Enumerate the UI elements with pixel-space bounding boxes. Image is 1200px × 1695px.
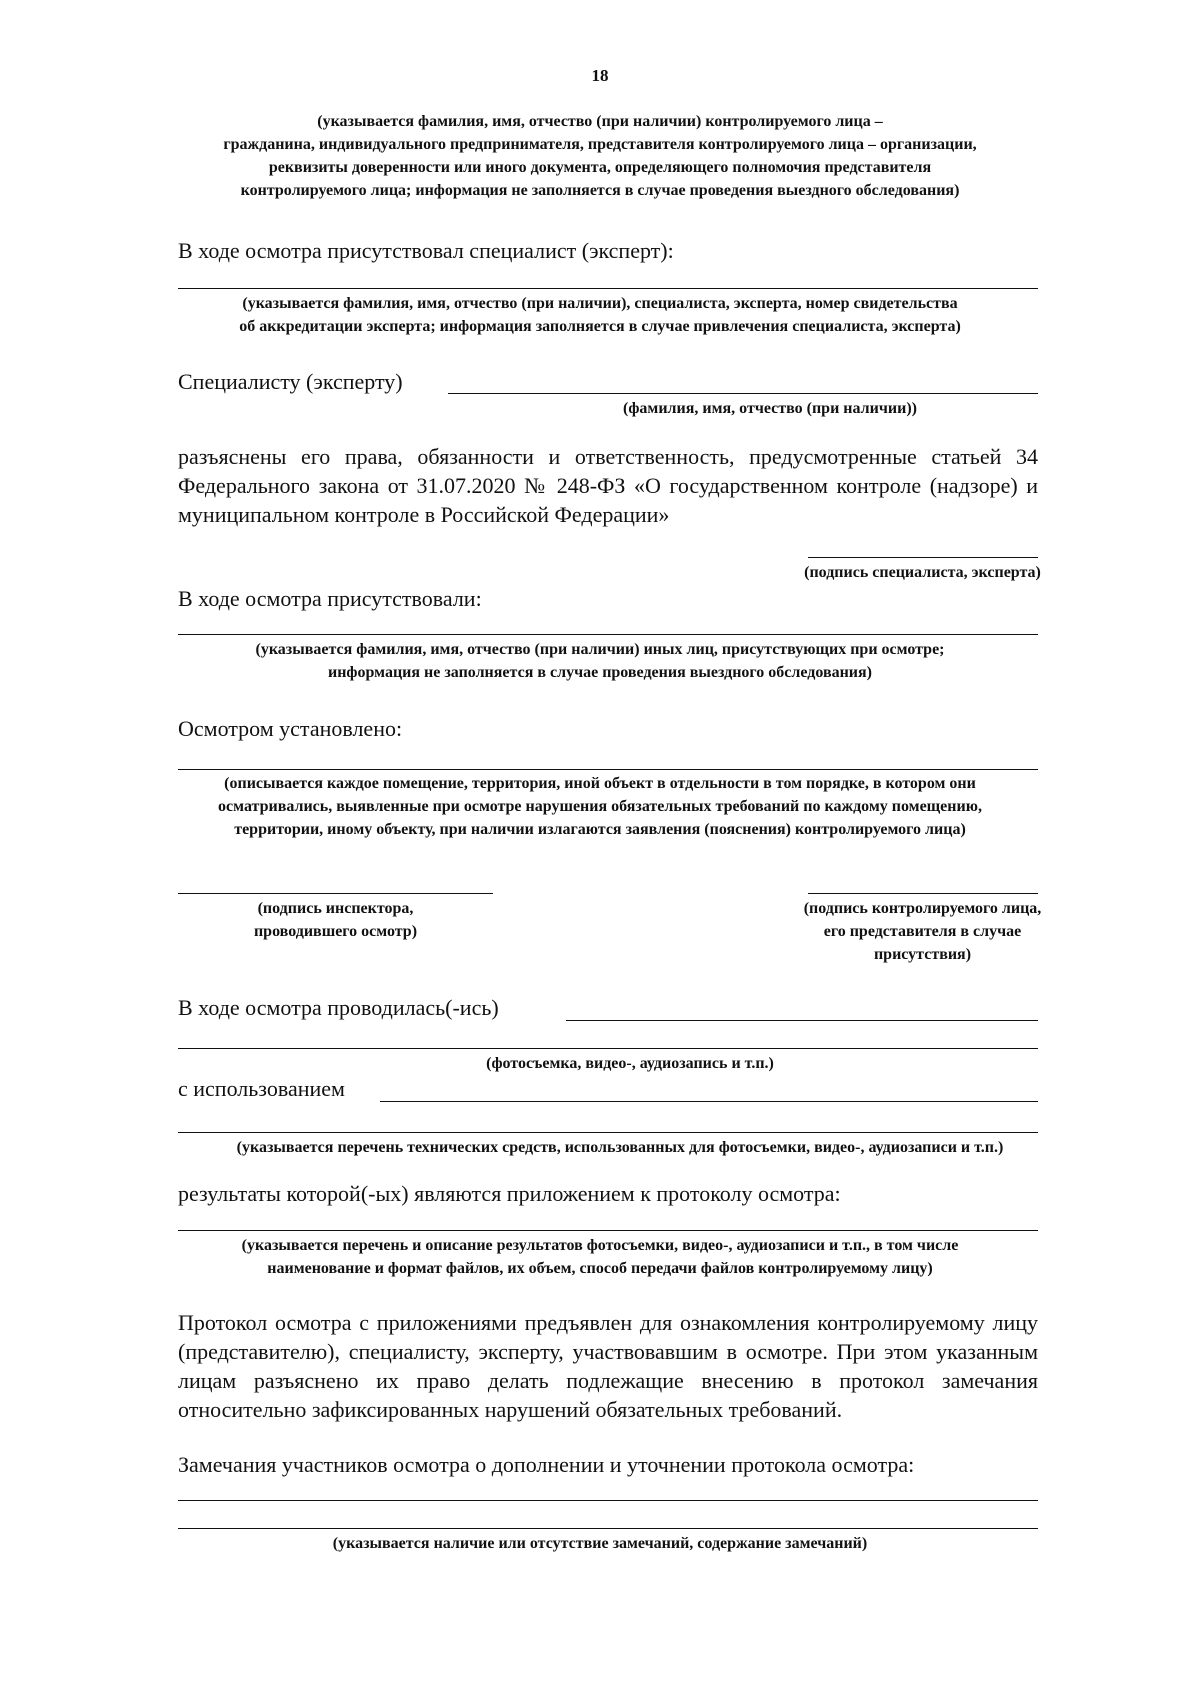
note-controlled-person	[160, 110, 1040, 202]
note-conducted: (фотосъемка, видео-, аудиозапись и т.п.)	[486, 1055, 774, 1072]
note-expert-signature: (подпись специалиста, эксперта)	[804, 564, 1041, 581]
conducted-fill-line[interactable]	[566, 1020, 1038, 1021]
note-remarks: (указывается наличие или отсутствие замечаний, содержание замечаний)	[332, 1535, 868, 1552]
note-line: (указывается фамилия, имя, отчество (при наличии) иных лиц, присутствующих при осмотре;	[255, 641, 945, 658]
established-fill-line[interactable]	[178, 769, 1038, 770]
using-fill-line[interactable]	[380, 1101, 1038, 1102]
note-line: (указывается фамилия, имя, отчество (при наличии), специалиста, эксперта, номер свидетельства	[242, 295, 958, 312]
note-expert	[160, 292, 1040, 338]
using-fill-line-2[interactable]	[178, 1132, 1038, 1133]
note-results	[160, 1234, 1040, 1280]
expert-present-heading: В ходе осмотра присутствовал специалист (эксперт):	[178, 238, 674, 263]
others-fill-line[interactable]	[178, 634, 1038, 635]
remarks-heading: Замечания участников осмотра о дополнении и уточнении протокола осмотра:	[178, 1452, 915, 1477]
note-line: (подпись контролируемого лица,	[803, 900, 1042, 917]
expert-fill-line[interactable]	[178, 288, 1038, 289]
note-line: (описывается каждое помещение, территория, иной объект в отдельности в том порядке, в котором они	[224, 775, 976, 792]
signature-controlled	[780, 897, 1065, 966]
note-line: (подпись инспектора,	[257, 900, 414, 917]
note-line: наименование и формат файлов, их объем, способ передачи файлов контролируемому лицу)	[267, 1260, 933, 1277]
expert-fio-fill-line[interactable]	[448, 393, 1038, 394]
established-heading: Осмотром установлено:	[178, 716, 403, 741]
note-line: присутствия)	[873, 946, 972, 963]
note-others	[160, 638, 1040, 684]
note-established	[160, 772, 1040, 841]
note-line: (указывается перечень и описание результатов фотосъемки, видео-, аудиозаписи и т.п., в том числе	[241, 1237, 959, 1254]
remarks-fill-line[interactable]	[178, 1500, 1038, 1501]
note-line: проводившего осмотр)	[253, 923, 418, 940]
note-line: контролируемого лица; информация не заполняется в случае проведения выездного обследования)	[240, 182, 960, 199]
note-line: информация не заполняется в случае проведения выездного обследования)	[327, 664, 873, 681]
note-line: его представителя в случае	[823, 923, 1022, 940]
note-using: (указывается перечень технических средств, использованных для фотосъемки, видео-, аудиозаписи и т.п.)	[236, 1139, 1004, 1156]
controlled-signature-line[interactable]	[808, 893, 1038, 894]
conducted-fill-line-2[interactable]	[178, 1048, 1038, 1049]
signature-inspector	[178, 897, 493, 943]
page-number: 18	[591, 66, 609, 85]
note-line: осматривались, выявленные при осмотре нарушения обязательных требований по каждому помещению,	[218, 798, 982, 815]
to-expert-label: Специалисту (эксперту)	[178, 369, 403, 394]
note-fio: (фамилия, имя, отчество (при наличии))	[623, 400, 917, 417]
inspector-signature-line[interactable]	[178, 893, 493, 894]
using-label: с использованием	[178, 1076, 345, 1101]
results-fill-line[interactable]	[178, 1230, 1038, 1231]
note-line: территории, иному объекту, при наличии излагаются заявления (пояснения) контролируемого лица)	[234, 821, 966, 838]
rights-paragraph: разъяснены его права, обязанности и ответственность, предусмотренные статьей 34 Федерального закона от 31.07.2020 № 248-ФЗ «О государственном контроле (надзоре) и муниципальном контроле в Российской Федерации»	[178, 444, 1038, 527]
note-line: об аккредитации эксперта; информация заполняется в случае привлечения специалиста, эксперта)	[239, 318, 961, 335]
remarks-fill-line-2[interactable]	[178, 1528, 1038, 1529]
note-line: реквизиты доверенности или иного документа, определяющего полномочия представителя	[268, 159, 932, 176]
expert-signature-line[interactable]	[808, 557, 1038, 558]
results-heading: результаты которой(-ых) являются приложением к протоколу осмотра:	[178, 1181, 841, 1206]
conducted-label: В ходе осмотра проводилась(-ись)	[178, 995, 499, 1020]
protocol-paragraph: Протокол осмотра с приложениями предъявлен для ознакомления контролируемому лицу (представителю), специалисту, эксперту, участвовавшим в осмотре. При этом указанным лицам разъяснено их право делать подлежащие внесению в протокол замечания относительно зафиксированных нарушений обязательных требований.	[178, 1310, 1038, 1422]
note-line: (указывается фамилия, имя, отчество (при наличии) контролируемого лица –	[317, 113, 883, 130]
others-present-heading: В ходе осмотра присутствовали:	[178, 586, 482, 611]
note-line: гражданина, индивидуального предпринимателя, представителя контролируемого лица – организации,	[223, 136, 977, 153]
